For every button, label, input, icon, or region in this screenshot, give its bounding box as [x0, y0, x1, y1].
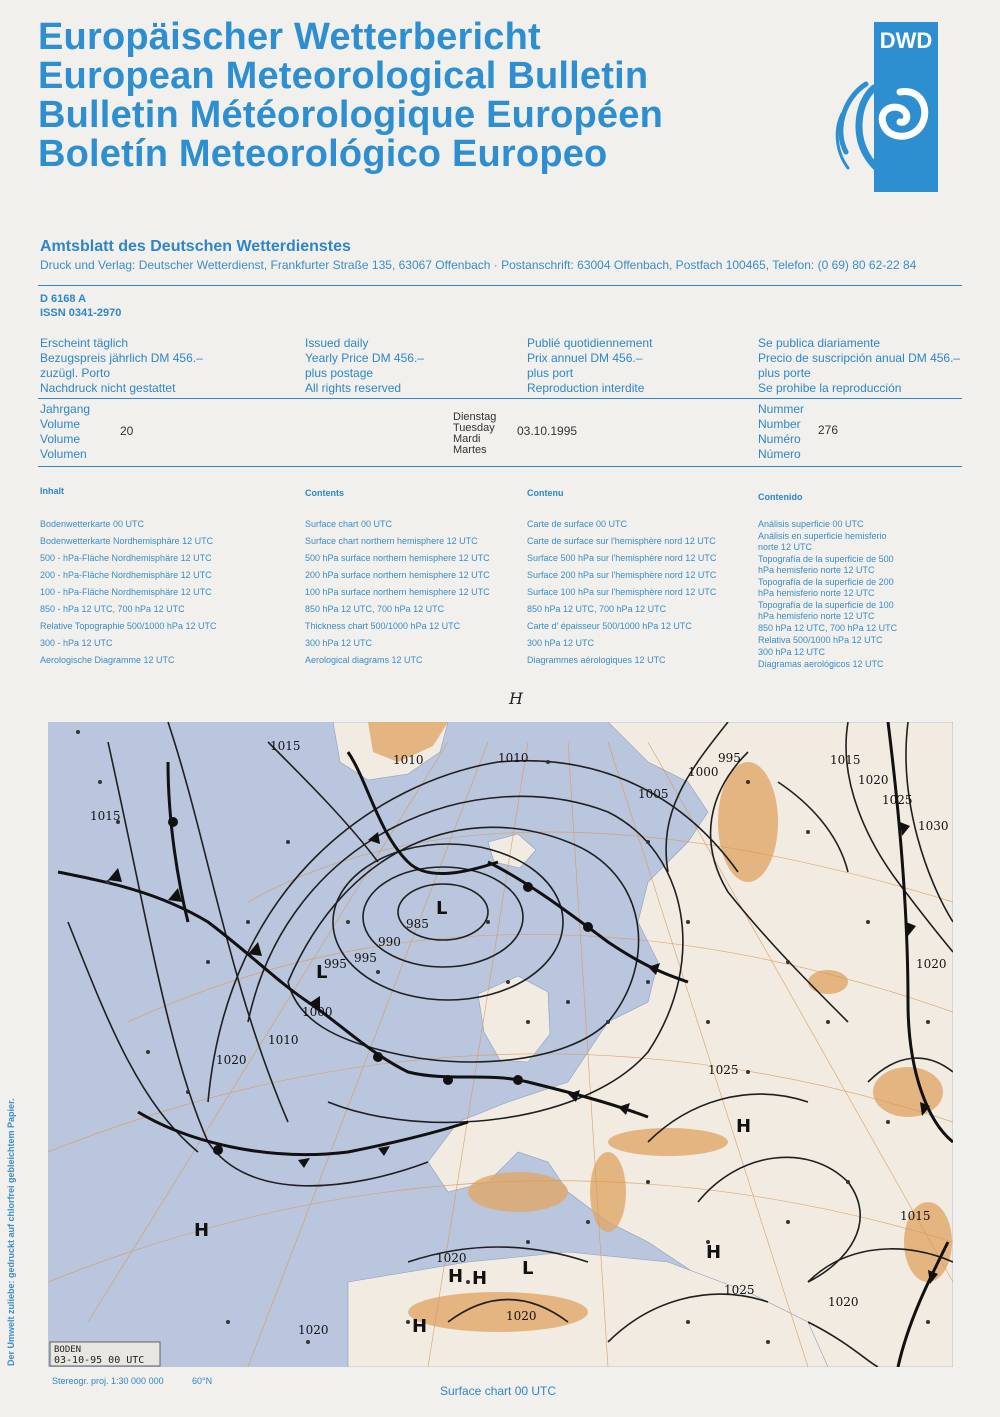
info-line: All rights reserved — [305, 381, 402, 395]
map-latitude: 60°N — [192, 1376, 213, 1386]
organization-name: Amtsblatt des Deutschen Wetterdienstes — [40, 238, 351, 255]
contents-item: 200 hPa surface northern hemisphere 12 UTC — [305, 570, 490, 580]
logo-text: DWD — [879, 28, 933, 53]
info-line: plus porte — [758, 366, 811, 380]
high-pressure-center: H — [736, 1116, 752, 1137]
isobar-label: 1020 — [436, 1251, 467, 1265]
contents-item: Análisis superficie 00 UTC — [758, 519, 864, 529]
isobar-label: 995 — [324, 957, 347, 971]
map-caption: Surface chart 00 UTC — [440, 1384, 557, 1398]
contents-list-en — [305, 516, 490, 669]
day-labels — [453, 412, 496, 456]
isobar-label: 1030 — [918, 819, 949, 833]
contents-item: 850 hPa 12 UTC, 700 hPa 12 UTC — [758, 623, 898, 633]
isobar-label: 1020 — [506, 1309, 537, 1323]
volume-value: 20 — [120, 424, 134, 438]
info-line: Publié quotidiennement — [527, 336, 653, 350]
divider — [38, 398, 962, 399]
surface-weather-map — [48, 722, 953, 1367]
title-es: Boletín Meteorológico Europeo — [38, 133, 608, 175]
contents-item: 300 - hPa 12 UTC — [40, 638, 113, 648]
contents-item: Bodenwetterkarte Nordhemisphäre 12 UTC — [40, 536, 214, 546]
contents-item: Topografía de la superficie de 200 hPa hemisferio norte 12 UTC — [758, 577, 894, 598]
contents-item: Surface 500 hPa sur l'hemisphère nord 12 UTC — [527, 553, 717, 563]
contents-item: Surface 200 hPa sur l'hemisphère nord 12 UTC — [527, 570, 717, 580]
isobar-label: 1020 — [216, 1053, 247, 1067]
map-projection: Stereogr. proj. 1:30 000 000 — [52, 1376, 164, 1386]
info-es — [758, 336, 960, 396]
contents-item: 100 - hPa-Fläche Nordhemisphäre 12 UTC — [40, 587, 212, 597]
info-line: Erscheint täglich — [40, 336, 129, 350]
title-fr: Bulletin Météorologique Européen — [38, 94, 663, 136]
info-line: Yearly Price DM 456.– — [305, 351, 424, 365]
issue-number: 276 — [818, 423, 839, 437]
info-line: plus port — [527, 366, 574, 380]
contents-item: 100 hPa surface northern hemisphere 12 UTC — [305, 587, 490, 597]
info-de — [40, 336, 203, 396]
divider — [38, 285, 962, 286]
isobar-label: 1015 — [270, 739, 301, 753]
contents-item: Análisis en superficie hemisferio norte 12 UTC — [758, 531, 887, 552]
info-fr — [527, 336, 652, 396]
publisher-address: Druck und Verlag: Deutscher Wetterdienst, Frankfurter Straße 135, 63067 Offenbach · Postanschrift: 63004 Offenbach, Postfach 100465, Telefon: (0 69) 80 62-22 84 — [40, 258, 917, 272]
info-line: Nachdruck nicht gestattet — [40, 381, 176, 395]
handwritten-annotation — [505, 686, 535, 712]
info-line: plus postage — [305, 366, 374, 380]
number-labels — [758, 402, 804, 462]
day-label: Tuesday — [453, 422, 495, 434]
contents-list-es — [758, 519, 908, 671]
info-line: Reproduction interdite — [527, 381, 645, 395]
info-line: Bezugspreis jährlich DM 456.– — [40, 351, 203, 365]
recycled-paper-text: Der Umwelt zuliebe: gedruckt auf chlorfrei gebleichtem Papier. — [6, 1098, 16, 1366]
recycled-paper-note — [4, 1046, 18, 1366]
contents-list-de — [40, 516, 216, 669]
high-pressure-center: H — [706, 1242, 722, 1263]
low-pressure-center: L — [522, 1258, 534, 1279]
isobar-label: 1015 — [830, 753, 861, 767]
isobar-label: 1010 — [268, 1033, 299, 1047]
number-label: Numéro — [758, 432, 801, 446]
contents-item: Carte de surface 00 UTC — [527, 519, 628, 529]
contents-item: Surface chart northern hemisphere 12 UTC — [305, 536, 478, 546]
info-line: Prix annuel DM 456.– — [527, 351, 643, 365]
issue-date: 03.10.1995 — [517, 424, 578, 438]
isobar-label: 1020 — [858, 773, 889, 787]
contents-item: 850 hPa 12 UTC, 700 hPa 12 UTC — [527, 604, 667, 614]
isobar-label: 990 — [378, 935, 401, 949]
isobar-label: 1025 — [708, 1063, 739, 1077]
contents-item: 300 hPa 12 UTC — [305, 638, 373, 648]
publication-number: D 6168 A — [40, 293, 87, 305]
issn: ISSN 0341-2970 — [40, 307, 122, 319]
contents-item: 850 hPa 12 UTC, 700 hPa 12 UTC — [305, 604, 445, 614]
high-pressure-center: H — [472, 1268, 488, 1289]
contents-item: Topografía de la superficie de 500 hPa hemisferio norte 12 UTC — [758, 554, 894, 575]
contents-item: Diagramas aerológicos 12 UTC — [758, 659, 884, 669]
volume-labels — [40, 402, 90, 462]
isobar-label: 995 — [354, 951, 377, 965]
isobar-label: 1020 — [916, 957, 947, 971]
contents-header-fr: Contenu — [527, 488, 564, 498]
contents-header-en: Contents — [305, 488, 344, 498]
day-label: Martes — [453, 444, 487, 456]
contents-header-de: Inhalt — [40, 486, 64, 496]
contents-header-es: Contenido — [758, 492, 803, 502]
low-pressure-center: L — [436, 898, 448, 919]
info-line: Se prohibe la reproducción — [758, 381, 902, 395]
contents-item: 200 - hPa-Fläche Nordhemisphäre 12 UTC — [40, 570, 212, 580]
info-line: Precio de suscripción anual DM 456.– — [758, 351, 961, 365]
isobar-label: 1000 — [688, 765, 719, 779]
contents-item: Carte d' épaisseur 500/1000 hPa 12 UTC — [527, 621, 692, 631]
title-de: Europäischer Wetterbericht — [38, 16, 541, 58]
contents-item: Relative Topographie 500/1000 hPa 12 UTC — [40, 621, 217, 631]
isobar-label: 1010 — [498, 751, 529, 765]
volume-label: Jahrgang — [40, 402, 91, 416]
day-label: Dienstag — [453, 411, 497, 423]
masthead-titles — [38, 18, 663, 174]
isobar-label: 1020 — [828, 1295, 859, 1309]
contents-item: 300 hPa 12 UTC — [758, 647, 826, 657]
isobar-label: 1015 — [900, 1209, 931, 1223]
contents-item: Thickness chart 500/1000 hPa 12 UTC — [305, 621, 461, 631]
volume-label: Volumen — [40, 447, 87, 461]
annotation-text: H — [509, 689, 523, 708]
isobar-label: 1025 — [724, 1283, 755, 1297]
info-line: zuzügl. Porto — [40, 366, 111, 380]
title-en: European Meteorological Bulletin — [38, 55, 649, 97]
number-label: Nummer — [758, 402, 805, 416]
contents-item: Relativa 500/1000 hPa 12 UTC — [758, 635, 883, 645]
contents-item: Surface chart 00 UTC — [305, 519, 393, 529]
number-label: Número — [758, 447, 801, 461]
isobar-label: 1010 — [393, 753, 424, 767]
isobar-label: 1015 — [90, 809, 121, 823]
contents-item: Aerologische Diagramme 12 UTC — [40, 655, 175, 665]
divider — [38, 466, 962, 467]
map-stamp-date: 03-10-95 00 UTC — [54, 1355, 145, 1366]
publication-ids — [40, 292, 121, 320]
map-stamp-type: BODEN — [54, 1345, 82, 1355]
isobar-label: 1000 — [302, 1005, 333, 1019]
contents-item: 850 - hPa 12 UTC, 700 hPa 12 UTC — [40, 604, 185, 614]
isobar-label: 1025 — [882, 793, 913, 807]
isobar-label: 995 — [718, 751, 741, 765]
dwd-spiral-logo-icon — [822, 22, 940, 194]
low-pressure-center: L — [316, 962, 328, 983]
contents-item: Carte de surface sur l'hemisphère nord 12 UTC — [527, 536, 716, 546]
high-pressure-center: H — [412, 1316, 428, 1337]
isobar-label: 1005 — [638, 787, 669, 801]
info-line: Issued daily — [305, 336, 369, 350]
high-pressure-center: H — [448, 1266, 464, 1287]
contents-item: 300 hPa 12 UTC — [527, 638, 595, 648]
contents-item: Bodenwetterkarte 00 UTC — [40, 519, 145, 529]
isobar-label: 1020 — [298, 1323, 329, 1337]
contents-item: 500 - hPa-Fläche Nordhemisphäre 12 UTC — [40, 553, 212, 563]
contents-list-fr — [527, 516, 716, 669]
info-line: Se publica diariamente — [758, 336, 881, 350]
contents-item: Topografía de la superficie de 100 hPa hemisferio norte 12 UTC — [758, 600, 894, 621]
day-label: Mardi — [453, 433, 481, 445]
number-label: Number — [758, 417, 801, 431]
isobar-label: 985 — [406, 917, 429, 931]
volume-label: Volume — [40, 417, 81, 431]
volume-label: Volume — [40, 432, 81, 446]
high-pressure-center: H — [194, 1220, 210, 1241]
contents-item: 500 hPa surface northern hemisphere 12 UTC — [305, 553, 490, 563]
contents-item: Diagrammes aérologiques 12 UTC — [527, 655, 666, 665]
contents-item: Surface 100 hPa sur l'hemisphère nord 12 UTC — [527, 587, 717, 597]
contents-item: Aerological diagrams 12 UTC — [305, 655, 423, 665]
info-en — [305, 336, 424, 396]
